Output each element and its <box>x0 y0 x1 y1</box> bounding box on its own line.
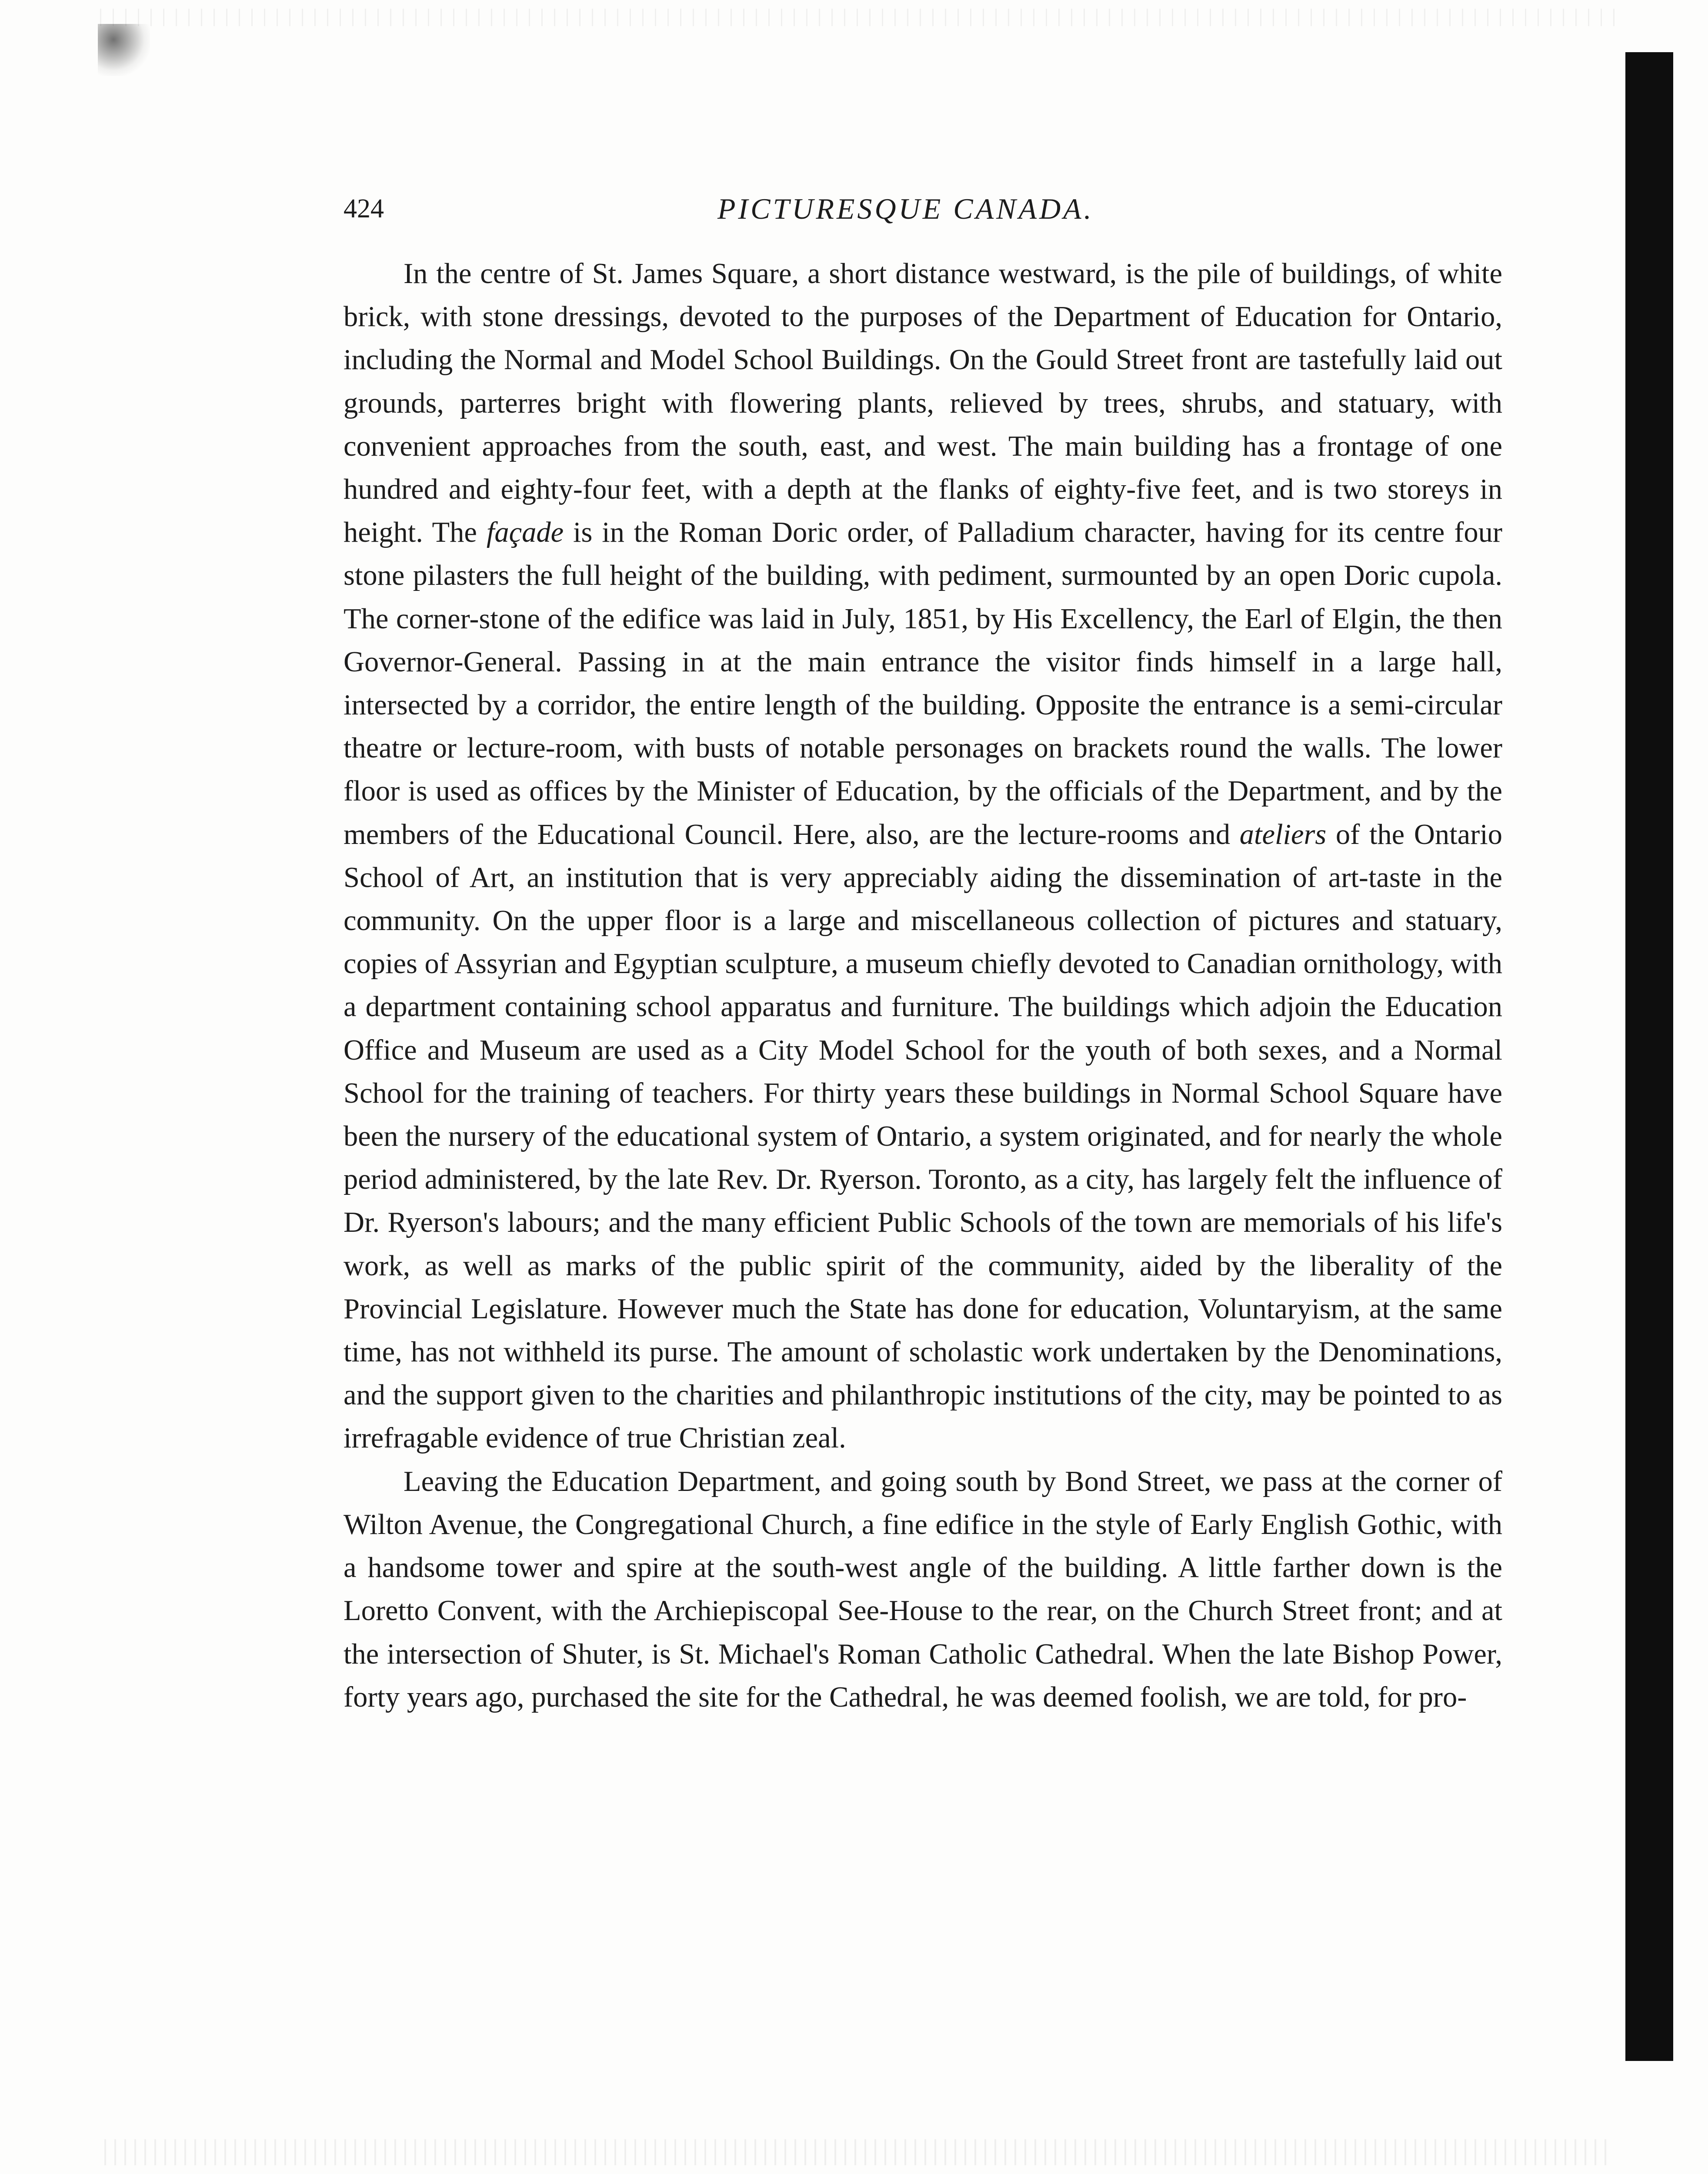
running-title: PICTURESQUE CANADA. <box>717 192 1094 225</box>
body-text <box>344 252 1502 1719</box>
page-header <box>344 185 1500 233</box>
text-run: is in the Roman Doric order, of Palladium character, having for its centre four stone pilasters the full height of the building, with pediment, surmounted by an open Doric cupola. The corner-stone of the edifice was laid in July, 1851, by His Excellency, the Earl of Elgin, the then Governor-General. Passing in at the main entrance the visitor finds himself in a large hall, intersected by a corridor, the entire length of the building. Opposite the entrance is a semi-circular theatre or lecture-room, with busts of notable personages on brackets round the walls. The lower floor is used as offices by the Minister of Education, by the officials of the Department, and by the members of the Educational Council. Here, also, are the lecture-rooms and <box>344 517 1503 850</box>
italic-text: façade <box>486 517 564 549</box>
text-run: of the Ontario School of Art, an institution that is very appreciably aiding the dissemination of art-taste in the community. On the upper floor is a large and miscellaneous collection of pictures and statuary, copies of Assyrian and Egyptian sculpture, a museum chiefly devoted to Canadian ornithology, with a department containing school apparatus and furniture. The buildings which adjoin the Education Office and Museum are used as a City Model School for the youth of both sexes, and a Normal School for the training of teachers. For thirty years these buildings in Normal School Square have been the nursery of the educational system of Ontario, a system originated, and for nearly the whole period administered, by the late Rev. Dr. Ryerson. Toronto, as a city, has largely felt the influence of Dr. Ryerson's labours; and the many efficient Public Schools of the town are memorials of his life's work, as well as marks of the public spirit of the community, aided by the liberality of the Provincial Legislature. However much the State has done for education, Voluntaryism, at the same time, has not withheld its purse. The amount of scholastic work undertaken by the Denominations, and the support given to the charities and philanthropic institutions of the city, may be pointed to as irrefragable evidence of true Christian zeal. <box>344 818 1502 1454</box>
bottom-scan-noise <box>104 2139 1609 2165</box>
text-run: In the centre of St. James Square, a short distance westward, is the pile of buildings, of white brick, with stone dressings, devoted to the purposes of the Department of Education for Ontario, including the Normal and Model School Buildings. On the Gould Street front are tastefully laid out grounds, parterres bright with flowering plants, relieved by trees, shrubs, and statuary, with convenient approaches from the south, east, and west. The main building has a frontage of one hundred and eighty-four feet, with a depth at the flanks of eighty-five feet, and is two storeys in height. The <box>344 258 1502 549</box>
corner-smudge <box>98 24 150 76</box>
paragraph <box>344 252 1502 1460</box>
binding-shadow-bar <box>1625 52 1673 2061</box>
page-number: 424 <box>344 194 384 223</box>
italic-text: ateliers <box>1239 818 1327 850</box>
text-run: Leaving the Education Department, and going south by Bond Street, we pass at the corner of Wilton Avenue, the Congregational Church, a fine edifice in the style of Early English Gothic, with a handsome tower and spire at the south-west angle of the building. A little farther down is the Loretto Convent, with the Archiepiscopal See-House to the rear, on the Church Street front; and at the intersection of Shuter, is St. Michael's Roman Catholic Cathedral. When the late Bishop Power, forty years ago, purchased the site for the Cathedral, he was deemed foolish, we are told, for pro- <box>344 1465 1502 1713</box>
top-scan-noise <box>100 9 1622 26</box>
paragraph <box>344 1460 1502 1719</box>
